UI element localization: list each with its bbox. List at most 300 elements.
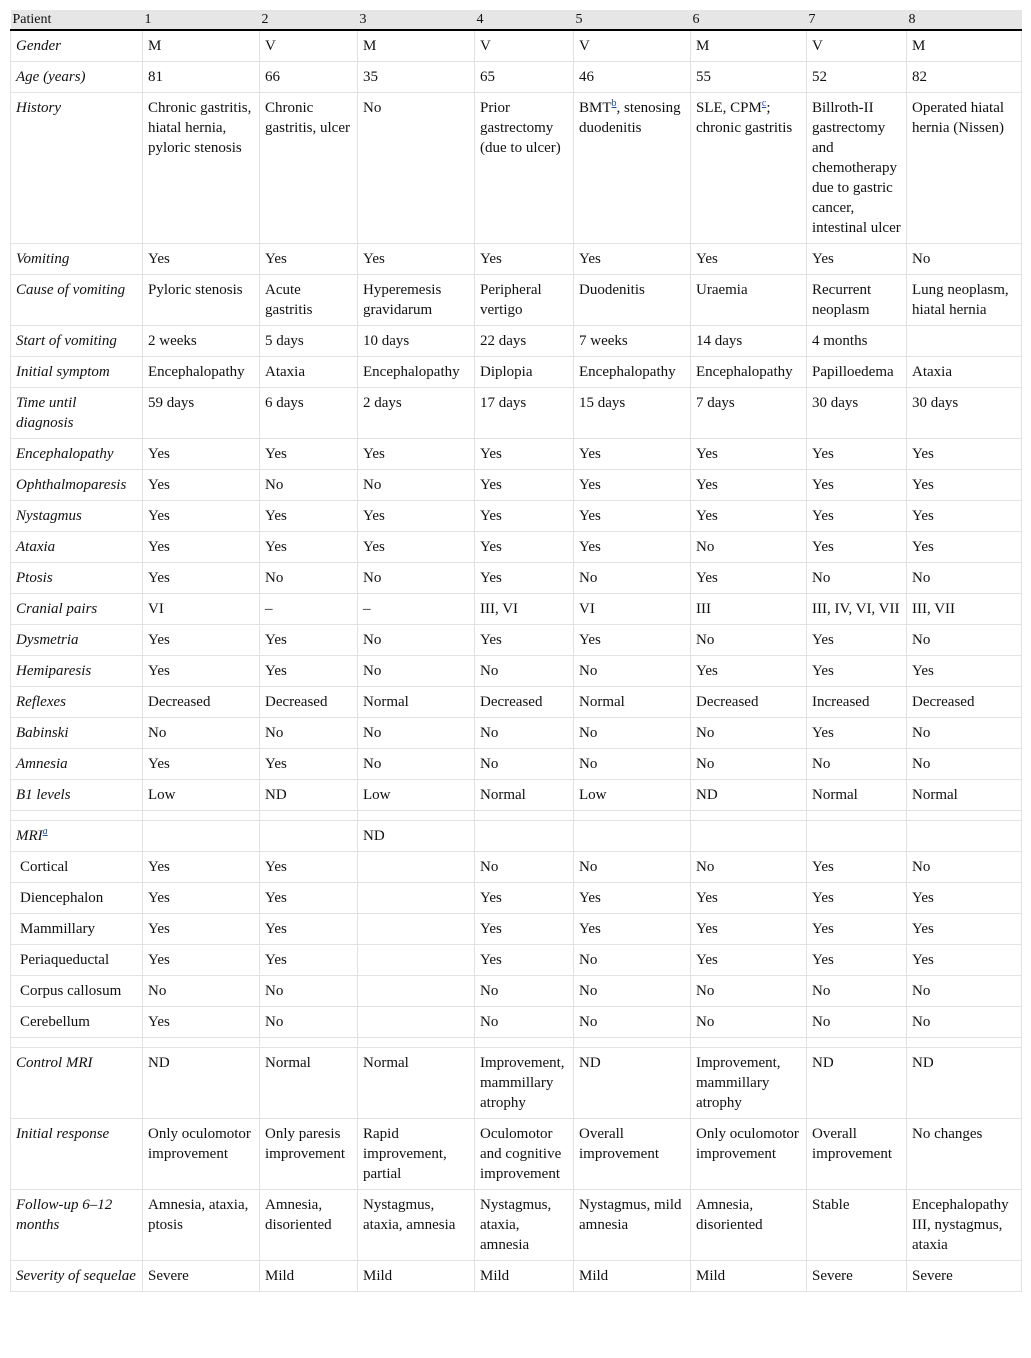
row-label-text: Cranial pairs (16, 601, 98, 617)
table-cell: Yes (807, 914, 907, 945)
row-label (11, 687, 143, 718)
table-row (11, 852, 1022, 883)
row-label (11, 976, 143, 1007)
table-cell: Nystagmus, ataxia, amnesia (475, 1190, 574, 1261)
table-row (11, 1261, 1022, 1292)
table-cell: M (907, 30, 1022, 62)
row-label (11, 388, 143, 439)
table-cell: No (260, 470, 358, 501)
table-cell: SLE, CPM$^c$; chronic gastritis (691, 93, 807, 244)
table-cell: No (691, 1007, 807, 1038)
row-label-text: Cause of vomiting (16, 282, 126, 298)
table-cell: Yes (143, 914, 260, 945)
table-cell: No (907, 244, 1022, 275)
table-cell: Yes (691, 244, 807, 275)
table-cell: Uraemia (691, 275, 807, 326)
table-cell: Amnesia, disoriented (691, 1190, 807, 1261)
table-cell: – (260, 594, 358, 625)
table-cell: No (691, 749, 807, 780)
row-label-text: Hemiparesis (16, 663, 92, 679)
table-cell: No (574, 1007, 691, 1038)
table-cell (358, 1007, 475, 1038)
table-cell (907, 326, 1022, 357)
table-cell: Yes (260, 625, 358, 656)
table-cell: M (143, 30, 260, 62)
table-cell: No changes (907, 1119, 1022, 1190)
table-cell: No (691, 852, 807, 883)
footnote-marker (43, 826, 48, 837)
table-cell (260, 821, 358, 852)
table-cell: Mild (358, 1261, 475, 1292)
table-cell: Yes (907, 914, 1022, 945)
row-label-text: Amnesia (16, 756, 68, 772)
row-label-text: Age (years) (16, 69, 86, 85)
table-cell: ND (691, 780, 807, 811)
spacer-cell (907, 811, 1022, 821)
table-cell: Yes (807, 945, 907, 976)
table-row (11, 718, 1022, 749)
table-cell: Yes (574, 501, 691, 532)
table-cell: Yes (143, 625, 260, 656)
table-cell: Severe (907, 1261, 1022, 1292)
table-cell: Yes (475, 945, 574, 976)
row-label-text: Initial symptom (16, 364, 110, 380)
table-cell: M (691, 30, 807, 62)
table-cell: No (574, 852, 691, 883)
table-cell: Duodenitis (574, 275, 691, 326)
row-label (11, 656, 143, 687)
table-cell: III (691, 594, 807, 625)
table-cell: Yes (574, 914, 691, 945)
table-cell: Yes (691, 470, 807, 501)
header-cell: 3 (358, 10, 475, 30)
table-cell: M (358, 30, 475, 62)
table-row (11, 1007, 1022, 1038)
table-cell: Yes (574, 470, 691, 501)
table-cell: 4 months (807, 326, 907, 357)
table-cell: V (807, 30, 907, 62)
row-label (11, 326, 143, 357)
table-cell (574, 821, 691, 852)
table-cell: Stable (807, 1190, 907, 1261)
table-cell: Yes (143, 501, 260, 532)
table-cell: Mild (260, 1261, 358, 1292)
table-row (11, 357, 1022, 388)
table-row (11, 563, 1022, 594)
footnote-link[interactable]: a (42, 826, 48, 837)
table-cell: 82 (907, 62, 1022, 93)
row-label (11, 30, 143, 62)
table-cell: Yes (574, 883, 691, 914)
table-row (11, 625, 1022, 656)
table-cell: Yes (807, 625, 907, 656)
table-spacer-row (11, 1038, 1022, 1048)
table-cell: Severe (807, 1261, 907, 1292)
table-cell: Yes (475, 501, 574, 532)
table-cell: Papilloedema (807, 357, 907, 388)
table-cell: No (358, 563, 475, 594)
row-label (11, 439, 143, 470)
table-cell: III, VI (475, 594, 574, 625)
table-cell: Ataxia (907, 357, 1022, 388)
table-cell: No (907, 852, 1022, 883)
table-cell (143, 821, 260, 852)
table-row (11, 470, 1022, 501)
row-label-text: Babinski (16, 725, 69, 741)
row-label-text: Nystagmus (16, 508, 82, 524)
row-label (11, 501, 143, 532)
table-cell: Yes (907, 883, 1022, 914)
row-label (11, 914, 143, 945)
table-cell: 46 (574, 62, 691, 93)
row-label (11, 1048, 143, 1119)
table-cell: Increased (807, 687, 907, 718)
table-cell: Lung neoplasm, hiatal hernia (907, 275, 1022, 326)
table-row (11, 1048, 1022, 1119)
table-cell: Hyperemesis gravidarum (358, 275, 475, 326)
table-cell: Yes (475, 563, 574, 594)
table-cell (358, 852, 475, 883)
table-cell (358, 945, 475, 976)
table-cell: Yes (358, 439, 475, 470)
table-row (11, 780, 1022, 811)
row-label-text: Mammillary (20, 921, 95, 937)
table-cell: VI (574, 594, 691, 625)
row-label-text: Ataxia (16, 539, 56, 555)
row-label (11, 821, 143, 852)
table-cell: VI (143, 594, 260, 625)
spacer-cell (260, 811, 358, 821)
table-cell: Yes (807, 718, 907, 749)
table-cell: Yes (807, 532, 907, 563)
row-label-text: Time until diagnosis (16, 395, 77, 431)
table-cell: No (691, 625, 807, 656)
table-cell: No (691, 532, 807, 563)
table-cell: No (143, 718, 260, 749)
table-cell: 17 days (475, 388, 574, 439)
table-cell: Yes (691, 914, 807, 945)
table-cell: Chronic gastritis, ulcer (260, 93, 358, 244)
row-label-text: Ptosis (16, 570, 53, 586)
table-row (11, 821, 1022, 852)
header-cell: 2 (260, 10, 358, 30)
table-cell: Improvement, mammillary atrophy (691, 1048, 807, 1119)
table-cell: 52 (807, 62, 907, 93)
table-cell: 15 days (574, 388, 691, 439)
table-cell: No (358, 93, 475, 244)
table-cell: ND (143, 1048, 260, 1119)
table-cell: Yes (260, 749, 358, 780)
table-cell: Diplopia (475, 357, 574, 388)
footnote-link[interactable]: b (611, 98, 617, 109)
header-cell: 4 (475, 10, 574, 30)
row-label (11, 625, 143, 656)
table-cell (358, 914, 475, 945)
table-cell: No (260, 1007, 358, 1038)
table-cell: ND (907, 1048, 1022, 1119)
row-label (11, 780, 143, 811)
table-cell (907, 821, 1022, 852)
row-label (11, 594, 143, 625)
table-cell: Yes (475, 883, 574, 914)
table-cell: No (574, 749, 691, 780)
table-cell: No (907, 563, 1022, 594)
table-cell: No (807, 976, 907, 1007)
table-cell: Yes (143, 749, 260, 780)
table-cell: Decreased (143, 687, 260, 718)
table-cell: Yes (691, 883, 807, 914)
table-cell: Yes (574, 244, 691, 275)
footnote-link[interactable]: c (761, 98, 767, 109)
table-cell: Normal (807, 780, 907, 811)
table-cell: Yes (691, 656, 807, 687)
table-cell: No (907, 625, 1022, 656)
table-cell: Yes (907, 532, 1022, 563)
table-cell: ND (574, 1048, 691, 1119)
row-label-text: Gender (16, 38, 61, 54)
row-label-text: Encephalopathy (16, 446, 114, 462)
row-label (11, 93, 143, 244)
table-cell: Only paresis improvement (260, 1119, 358, 1190)
row-label-text: Corpus callosum (20, 983, 122, 999)
table-cell: 59 days (143, 388, 260, 439)
table-cell: No (691, 718, 807, 749)
table-cell: Low (143, 780, 260, 811)
table-cell: Yes (907, 656, 1022, 687)
table-cell: Yes (358, 244, 475, 275)
table-cell: No (475, 718, 574, 749)
table-cell: No (807, 749, 907, 780)
table-cell: Yes (260, 439, 358, 470)
table-row (11, 1119, 1022, 1190)
patient-clinical-table (10, 10, 1022, 1292)
table-cell: No (574, 563, 691, 594)
table-cell: Yes (260, 914, 358, 945)
table-cell: Mild (691, 1261, 807, 1292)
table-cell: No (260, 976, 358, 1007)
table-spacer-row (11, 811, 1022, 821)
row-label (11, 357, 143, 388)
table-cell: Yes (907, 501, 1022, 532)
table-cell: Yes (807, 656, 907, 687)
row-label (11, 1119, 143, 1190)
table-cell: III, IV, VI, VII (807, 594, 907, 625)
table-cell: Decreased (260, 687, 358, 718)
table-cell: Yes (143, 532, 260, 563)
table-cell: No (907, 1007, 1022, 1038)
row-label-text: History (16, 100, 61, 116)
table-cell: No (475, 1007, 574, 1038)
table-cell: Yes (475, 532, 574, 563)
table-cell: Overall improvement (807, 1119, 907, 1190)
table-cell: Acute gastritis (260, 275, 358, 326)
table-cell: No (907, 749, 1022, 780)
row-label (11, 563, 143, 594)
row-label (11, 275, 143, 326)
table-cell: Low (574, 780, 691, 811)
row-label (11, 883, 143, 914)
table-row (11, 687, 1022, 718)
spacer-cell (807, 811, 907, 821)
table-cell: Yes (143, 244, 260, 275)
table-cell: Yes (807, 470, 907, 501)
table-header-row (11, 10, 1022, 30)
table-cell: Nystagmus, ataxia, amnesia (358, 1190, 475, 1261)
table-cell: No (807, 1007, 907, 1038)
header-cell: 8 (907, 10, 1022, 30)
table-cell: Chronic gastritis, hiatal hernia, pyloric stenosis (143, 93, 260, 244)
table-cell: 35 (358, 62, 475, 93)
table-cell (807, 821, 907, 852)
table-cell: Yes (475, 914, 574, 945)
row-label-text: Reflexes (16, 694, 66, 710)
row-label (11, 945, 143, 976)
table-row (11, 326, 1022, 357)
table-cell: Oculomotor and cognitive improvement (475, 1119, 574, 1190)
table-cell: Yes (260, 883, 358, 914)
table-cell: 30 days (907, 388, 1022, 439)
spacer-cell (475, 811, 574, 821)
table-row (11, 62, 1022, 93)
table-cell: Recurrent neoplasm (807, 275, 907, 326)
table-cell: Yes (574, 532, 691, 563)
table-cell: Severe (143, 1261, 260, 1292)
row-label-text: Control MRI (16, 1055, 93, 1071)
table-cell: Yes (358, 501, 475, 532)
row-label-text: Initial response (16, 1126, 110, 1142)
table-row (11, 914, 1022, 945)
table-row (11, 976, 1022, 1007)
table-cell: 55 (691, 62, 807, 93)
row-label (11, 852, 143, 883)
table-cell: Yes (143, 470, 260, 501)
table-cell: Yes (807, 244, 907, 275)
table-cell: No (574, 656, 691, 687)
table-cell: Yes (260, 852, 358, 883)
spacer-cell (691, 811, 807, 821)
table-cell: No (358, 656, 475, 687)
row-label-text: Periaqueductal (20, 952, 110, 968)
table-cell: V (260, 30, 358, 62)
table-cell: Normal (475, 780, 574, 811)
table-row (11, 439, 1022, 470)
spacer-cell (574, 811, 691, 821)
spacer-cell (358, 811, 475, 821)
table-cell: No (574, 976, 691, 1007)
table-cell: ND (358, 821, 475, 852)
table-cell: V (574, 30, 691, 62)
table-cell: 10 days (358, 326, 475, 357)
table-row (11, 30, 1022, 62)
table-cell (358, 883, 475, 914)
table-cell: Decreased (907, 687, 1022, 718)
table-cell: BMT$^b$, stenosing duodenitis (574, 93, 691, 244)
table-cell: 22 days (475, 326, 574, 357)
table-cell: Yes (143, 945, 260, 976)
table-cell: No (691, 976, 807, 1007)
header-cell: 5 (574, 10, 691, 30)
table-cell: 81 (143, 62, 260, 93)
table-row (11, 532, 1022, 563)
table-cell: Normal (907, 780, 1022, 811)
spacer-cell (807, 1038, 907, 1048)
table-cell: Yes (691, 563, 807, 594)
table-cell: 5 days (260, 326, 358, 357)
table-cell: 6 days (260, 388, 358, 439)
table-cell: No (574, 718, 691, 749)
spacer-cell (143, 811, 260, 821)
table-cell: Yes (691, 439, 807, 470)
table-cell: Yes (807, 501, 907, 532)
table-cell: No (807, 563, 907, 594)
table-cell: Yes (475, 470, 574, 501)
table-cell: Yes (807, 439, 907, 470)
row-label-text: Diencephalon (20, 890, 104, 906)
table-cell: Only oculomotor improvement (143, 1119, 260, 1190)
row-label (11, 470, 143, 501)
table-cell: Yes (260, 532, 358, 563)
table-cell: Encephalopathy (691, 357, 807, 388)
table-cell: 7 weeks (574, 326, 691, 357)
table-cell: Yes (260, 656, 358, 687)
table-cell: Yes (143, 1007, 260, 1038)
table-cell: Yes (807, 852, 907, 883)
table-cell: Encephalopathy (574, 357, 691, 388)
row-label-text: Ophthalmoparesis (16, 477, 127, 493)
spacer-cell (907, 1038, 1022, 1048)
table-cell: Yes (807, 883, 907, 914)
table-cell: III, VII (907, 594, 1022, 625)
table-cell: Yes (260, 244, 358, 275)
row-label (11, 749, 143, 780)
table-cell: No (260, 718, 358, 749)
table-cell: Amnesia, ataxia, ptosis (143, 1190, 260, 1261)
table-cell: No (358, 718, 475, 749)
table-cell: 2 days (358, 388, 475, 439)
table-cell: Yes (475, 439, 574, 470)
table-cell: Normal (260, 1048, 358, 1119)
spacer-cell (358, 1038, 475, 1048)
footnote-marker (762, 98, 766, 109)
table-cell: Yes (143, 883, 260, 914)
row-label-text: Start of vomiting (16, 333, 117, 349)
table-cell: No (260, 563, 358, 594)
row-label-text: Cortical (20, 859, 69, 875)
row-label-text: Dysmetria (16, 632, 79, 648)
table-cell: Yes (143, 439, 260, 470)
table-row (11, 275, 1022, 326)
table-cell: Yes (574, 439, 691, 470)
table-cell: Low (358, 780, 475, 811)
table-cell: 2 weeks (143, 326, 260, 357)
table-cell: No (475, 656, 574, 687)
row-label (11, 532, 143, 563)
clinical-table-container (10, 10, 1021, 1292)
row-label (11, 1261, 143, 1292)
table-cell: No (475, 749, 574, 780)
table-cell: – (358, 594, 475, 625)
table-cell: Yes (143, 852, 260, 883)
header-cell: 1 (143, 10, 260, 30)
table-cell: Overall improvement (574, 1119, 691, 1190)
table-cell: ND (807, 1048, 907, 1119)
table-cell: Normal (574, 687, 691, 718)
table-row (11, 945, 1022, 976)
table-cell: Yes (574, 625, 691, 656)
table-cell: No (475, 852, 574, 883)
table-cell: Decreased (475, 687, 574, 718)
table-cell: 66 (260, 62, 358, 93)
